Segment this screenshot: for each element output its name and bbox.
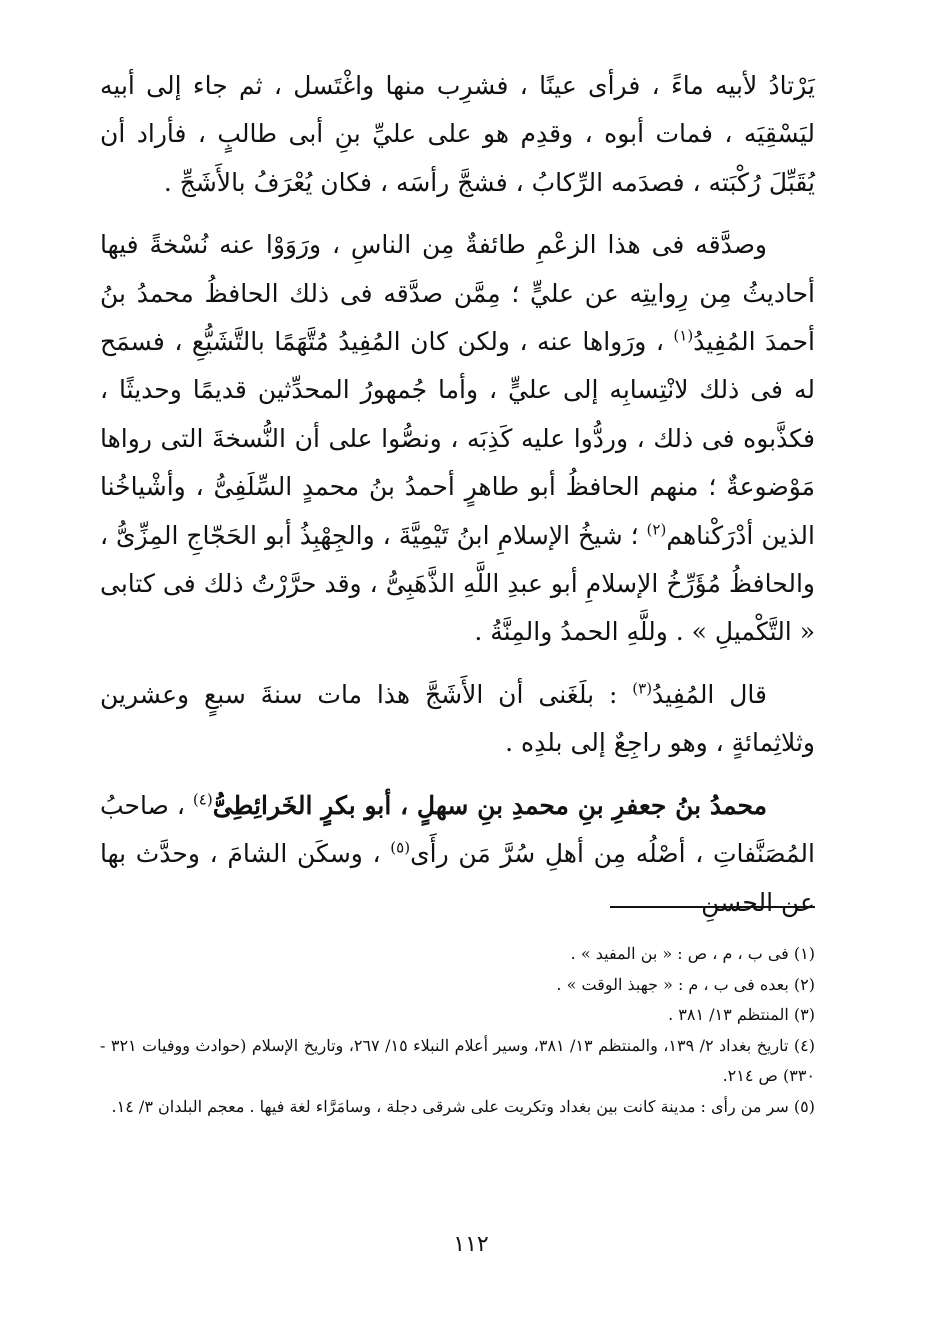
footnote-2: (٢) بعده فى ب ، م : « جهبذ الوقت » . [556,974,815,994]
footnotes [100,939,815,1122]
footnote-ref-1: (١) [673,326,694,345]
paragraph-2-text-a: وصدَّقه فى هذا الزعْمِ طائفةٌ مِن الناسِ ، ورَوَوْا عنه نُسْخةً فيها أحاديثُ مِن رِوايتِه عن عليٍّ ؛ مِمَّن صدَّقه فى ذلك الحافظُ محمدُ بنُ أحمدَ المُفِيدُ [100,230,815,357]
footnote-ref-3: (٣) [632,679,653,698]
main-text [100,62,815,927]
paragraph-1 [100,62,815,207]
footnote-ref-4: (٤) [192,790,213,809]
paragraph-3-text-a: قال المُفِيدُ [652,679,767,709]
footnote-5: (٥) سر من رأى : مدينة كانت بين بغداد وتكريت على شرقى دجلة ، وسامَرَّاء لغة فيها . معجم البلدان ٣/ ١٤. [111,1096,815,1116]
paragraph-3 [100,671,815,768]
footnote-ref-5: (٥) [390,838,411,857]
page-number: ١١٢ [453,1232,489,1257]
footnote-ref-2: (٢) [646,520,667,539]
footnote-1: (١) فى ب ، م ، ص : « بن المفيد » . [570,944,815,963]
paragraph-2 [100,221,815,657]
paragraph-4-text-a: ، صاحبُ المُصَنَّفاتِ ، أصْلُه مِن أهلِ سُرَّ مَن رأَى [100,790,815,869]
paragraph-1-text: يَرْتادُ لأبيه ماءً ، فرأى عينًا ، فشرِب منها واغْتَسل ، ثم جاء إلى أبيه ليَسْقِيَه ، فمات أبوه ، وقدِم هو على عليِّ بنِ أبى طالبٍ ، فأراد أن يُقَبِّلَ رُكْبَته ، فصدَمه الرِّكابُ ، فشجَّ رأسَه ، فكان يُعْرَفُ بالأَشَجِّ . [100,71,815,197]
paragraph-3-text-b: : بلَغَنى أن الأَشَجَّ هذا مات سنةَ سبعٍ وعشرين وثلاثِمائةٍ ، وهو راجِعٌ إلى بلدِه . [100,679,815,758]
paragraph-2-text-c: ؛ شيخُ الإسلامِ ابنُ تَيْمِيَّةَ ، والجِهْبِذُ أبو الحَجّاجِ المِزِّىُّ ، والحافظُ مُؤَرِّخُ الإسلامِ أبو عبدِ اللَّهِ الذَّهَبِىُّ ، وقد حرَّرْتُ ذلك فى كتابى « التَّكْميلِ » . وللَّهِ الحمدُ والمِنَّةُ . [100,520,815,647]
paragraph-4-text-b: ، وسكَن الشامَ ، وحدَّث بها عن الحسنِ [100,839,815,917]
footnote-3: (٣) المنتظم ١٣/ ٣٨١ . [668,1005,815,1024]
paragraph-2-text-b: ، ورَواها عنه ، ولكن كان المُفِيدُ مُتَّهَمًا بالتَّشَيُّعِ ، فسمَح له فى ذلك لانْتِسابِه إلى عليٍّ ، وأما جُمهورُ المحدِّثين قديمًا وحديثًا ، فكذَّبوه فى ذلك ، وردُّوا عليه كَذِبَه ، ونصُّوا على أن النُّسخةَ التى رواها مَوْضوعةٌ ؛ منهم الحافظُ أبو طاهرٍ أحمدُ بنُ محمدٍ السِّلَفِىُّ ، وأشْياخُنا الذين أدْرَكْناهم [100,327,815,550]
footnote-4: (٤) تاريخ بغداد ٢/ ١٣٩، والمنتظم ١٣/ ٣٨١، وسير أعلام النبلاء ١٥/ ٢٦٧، وتاريخ الإسلام (حوادث ووفيات ٣٢١ - ٣٣٠) ص ٢١٤. [100,1035,815,1085]
footnote-divider [610,906,815,908]
entry-heading-name: محمدُ بنُ جعفرِ بنِ محمدِ بنِ سهلٍ ، أبو بكرٍ الخَرائِطِىُّ [212,790,767,820]
